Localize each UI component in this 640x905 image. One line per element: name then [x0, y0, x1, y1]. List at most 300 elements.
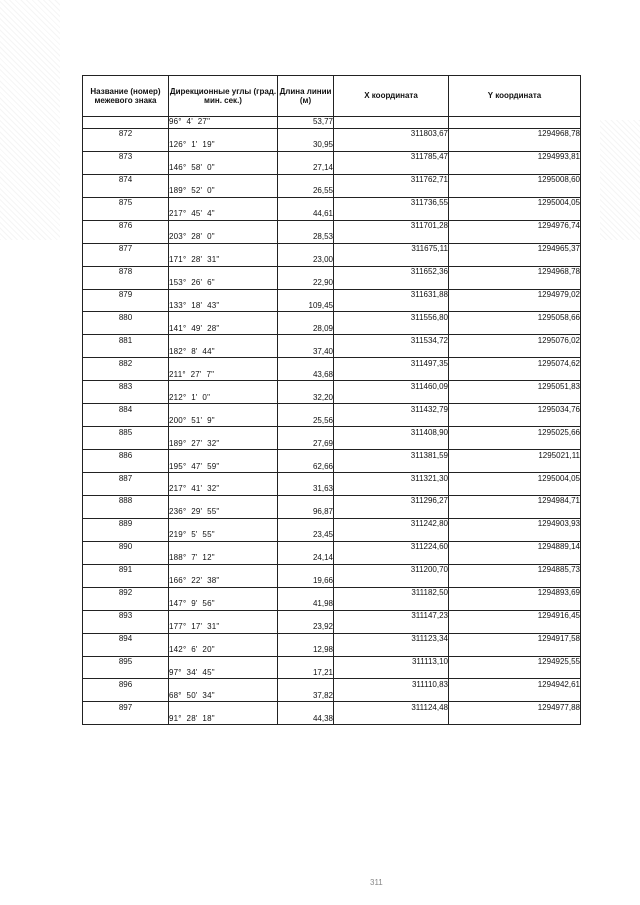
table-row-segment — [83, 369, 581, 380]
y-cell — [449, 415, 581, 426]
table-row-point — [83, 679, 581, 690]
table-body — [83, 117, 581, 725]
length-cell: 53,77 — [278, 117, 334, 129]
angle-cell — [169, 266, 278, 277]
name-cell: 886 — [83, 450, 169, 461]
x-cell — [334, 576, 449, 587]
table-row-point — [83, 633, 581, 644]
y-cell — [449, 622, 581, 633]
x-cell: 311460,09 — [334, 381, 449, 392]
table-row-segment — [83, 415, 581, 426]
scan-artifact — [600, 120, 640, 240]
x-cell — [334, 668, 449, 679]
y-cell — [449, 507, 581, 518]
length-cell — [278, 610, 334, 621]
table-row-point — [83, 174, 581, 185]
name-cell: 891 — [83, 564, 169, 575]
name-cell — [83, 369, 169, 380]
length-cell: 12,98 — [278, 645, 334, 656]
y-cell: 1294893,69 — [449, 587, 581, 598]
table-row-point — [83, 610, 581, 621]
x-cell — [334, 346, 449, 357]
y-cell: 1295008,60 — [449, 174, 581, 185]
y-cell: 1295076,02 — [449, 335, 581, 346]
angle-cell: 153° 26' 6" — [169, 278, 278, 289]
length-cell — [278, 335, 334, 346]
y-cell: 1295051,83 — [449, 381, 581, 392]
name-cell: 872 — [83, 128, 169, 139]
angle-cell — [169, 656, 278, 667]
x-cell — [334, 507, 449, 518]
name-cell: 897 — [83, 702, 169, 713]
angle-cell: 97° 34' 45" — [169, 668, 278, 679]
length-cell: 37,82 — [278, 690, 334, 701]
angle-cell — [169, 495, 278, 506]
x-cell: 311675,11 — [334, 243, 449, 254]
length-cell: 96,87 — [278, 507, 334, 518]
length-cell: 26,55 — [278, 186, 334, 197]
table-row-point — [83, 197, 581, 208]
table-row-segment — [83, 576, 581, 587]
angle-cell: 189° 27' 32" — [169, 438, 278, 449]
name-cell — [83, 117, 169, 129]
length-cell — [278, 702, 334, 713]
y-cell — [449, 690, 581, 701]
angle-cell — [169, 702, 278, 713]
x-cell: 311147,23 — [334, 610, 449, 621]
y-cell — [449, 232, 581, 243]
angle-cell — [169, 450, 278, 461]
name-cell: 890 — [83, 541, 169, 552]
x-cell: 311124,48 — [334, 702, 449, 713]
angle-cell — [169, 473, 278, 484]
length-cell — [278, 495, 334, 506]
name-cell — [83, 186, 169, 197]
y-cell: 1294993,81 — [449, 151, 581, 162]
x-cell: 311123,34 — [334, 633, 449, 644]
table-row-segment — [83, 438, 581, 449]
y-cell: 1294968,78 — [449, 266, 581, 277]
table-row-segment — [83, 645, 581, 656]
angle-cell: 141° 49' 28" — [169, 323, 278, 334]
table-row-point — [83, 289, 581, 300]
length-cell — [278, 564, 334, 575]
table-row-segment — [83, 117, 581, 129]
y-cell: 1295021,11 — [449, 450, 581, 461]
name-cell: 881 — [83, 335, 169, 346]
table-row-segment — [83, 186, 581, 197]
angle-cell: 188° 7' 12" — [169, 553, 278, 564]
length-cell: 32,20 — [278, 392, 334, 403]
x-cell: 311432,79 — [334, 404, 449, 415]
x-cell: 311381,59 — [334, 450, 449, 461]
name-cell: 878 — [83, 266, 169, 277]
length-cell: 17,21 — [278, 668, 334, 679]
table-row-segment — [83, 323, 581, 334]
length-cell: 27,69 — [278, 438, 334, 449]
table-row-point — [83, 404, 581, 415]
y-cell: 1294903,93 — [449, 518, 581, 529]
x-cell — [334, 301, 449, 312]
x-cell: 311321,30 — [334, 473, 449, 484]
angle-cell: 146° 58' 0" — [169, 163, 278, 174]
angle-cell — [169, 587, 278, 598]
angle-cell: 189° 52' 0" — [169, 186, 278, 197]
y-cell: 1294977,88 — [449, 702, 581, 713]
name-cell: 894 — [83, 633, 169, 644]
name-cell — [83, 301, 169, 312]
name-cell: 884 — [83, 404, 169, 415]
table-row-point — [83, 587, 581, 598]
name-cell: 875 — [83, 197, 169, 208]
angle-cell: 217° 45' 4" — [169, 209, 278, 220]
name-cell — [83, 645, 169, 656]
length-cell — [278, 220, 334, 231]
angle-cell — [169, 610, 278, 621]
name-cell — [83, 622, 169, 633]
x-cell — [334, 186, 449, 197]
y-cell: 1294984,71 — [449, 495, 581, 506]
table-row-segment — [83, 140, 581, 151]
table-row-segment — [83, 346, 581, 357]
table-row-point — [83, 427, 581, 438]
length-cell: 109,45 — [278, 301, 334, 312]
length-cell — [278, 197, 334, 208]
length-cell — [278, 381, 334, 392]
table-row-segment — [83, 461, 581, 472]
scan-artifact — [0, 0, 60, 240]
x-cell — [334, 415, 449, 426]
y-cell: 1295058,66 — [449, 312, 581, 323]
table-row-segment — [83, 392, 581, 403]
table-row-point — [83, 266, 581, 277]
name-cell: 885 — [83, 427, 169, 438]
table-row-point — [83, 473, 581, 484]
y-cell — [449, 530, 581, 541]
length-cell: 37,40 — [278, 346, 334, 357]
length-cell: 22,90 — [278, 278, 334, 289]
angle-cell: 177° 17' 31" — [169, 622, 278, 633]
y-cell — [449, 163, 581, 174]
name-cell: 895 — [83, 656, 169, 667]
y-cell: 1295004,05 — [449, 473, 581, 484]
length-cell — [278, 450, 334, 461]
name-cell — [83, 668, 169, 679]
y-cell: 1295034,76 — [449, 404, 581, 415]
angle-cell — [169, 197, 278, 208]
name-cell — [83, 415, 169, 426]
x-cell — [334, 484, 449, 495]
angle-cell — [169, 312, 278, 323]
length-cell — [278, 427, 334, 438]
y-cell: 1294942,61 — [449, 679, 581, 690]
name-cell: 877 — [83, 243, 169, 254]
y-cell — [449, 255, 581, 266]
angle-cell: 217° 41' 32" — [169, 484, 278, 495]
y-cell — [449, 140, 581, 151]
y-cell: 1294979,02 — [449, 289, 581, 300]
length-cell — [278, 473, 334, 484]
length-cell — [278, 656, 334, 667]
table-row-point — [83, 151, 581, 162]
x-cell: 311652,36 — [334, 266, 449, 277]
table-row-segment — [83, 163, 581, 174]
x-cell — [334, 278, 449, 289]
table-row-point — [83, 220, 581, 231]
name-cell — [83, 323, 169, 334]
length-cell — [278, 679, 334, 690]
y-cell — [449, 278, 581, 289]
length-cell: 27,14 — [278, 163, 334, 174]
name-cell: 874 — [83, 174, 169, 185]
length-cell — [278, 128, 334, 139]
length-cell: 30,95 — [278, 140, 334, 151]
name-cell — [83, 209, 169, 220]
angle-cell: 236° 29' 55" — [169, 507, 278, 518]
x-cell — [334, 369, 449, 380]
y-cell — [449, 713, 581, 724]
length-cell: 24,14 — [278, 553, 334, 564]
name-cell: 896 — [83, 679, 169, 690]
x-cell: 311736,55 — [334, 197, 449, 208]
table-row-segment — [83, 507, 581, 518]
name-cell — [83, 599, 169, 610]
x-cell: 311497,35 — [334, 358, 449, 369]
angle-cell: 219° 5' 55" — [169, 530, 278, 541]
name-cell — [83, 163, 169, 174]
length-cell: 62,66 — [278, 461, 334, 472]
table-row-point — [83, 518, 581, 529]
length-cell: 23,92 — [278, 622, 334, 633]
table-row-point — [83, 243, 581, 254]
angle-cell: 96° 4' 27" — [169, 117, 278, 129]
x-cell: 311113,10 — [334, 656, 449, 667]
name-cell: 883 — [83, 381, 169, 392]
x-cell — [334, 323, 449, 334]
name-cell — [83, 438, 169, 449]
table-row-segment — [83, 278, 581, 289]
header-name: Название (номер) межевого знака — [83, 76, 169, 117]
name-cell: 876 — [83, 220, 169, 231]
x-cell: 311556,80 — [334, 312, 449, 323]
y-cell — [449, 438, 581, 449]
table-row-segment — [83, 255, 581, 266]
y-cell: 1294976,74 — [449, 220, 581, 231]
y-cell: 1294889,14 — [449, 541, 581, 552]
y-cell — [449, 668, 581, 679]
x-cell — [334, 645, 449, 656]
name-cell: 887 — [83, 473, 169, 484]
table-row-point — [83, 495, 581, 506]
length-cell: 23,00 — [278, 255, 334, 266]
length-cell: 43,68 — [278, 369, 334, 380]
length-cell — [278, 404, 334, 415]
name-cell — [83, 713, 169, 724]
angle-cell — [169, 335, 278, 346]
table-row-segment — [83, 553, 581, 564]
table-row-segment — [83, 301, 581, 312]
angle-cell — [169, 381, 278, 392]
y-cell — [449, 553, 581, 564]
y-cell — [449, 117, 581, 129]
name-cell — [83, 232, 169, 243]
y-cell: 1295004,05 — [449, 197, 581, 208]
y-cell — [449, 645, 581, 656]
length-cell: 44,38 — [278, 713, 334, 724]
y-cell — [449, 346, 581, 357]
name-cell: 893 — [83, 610, 169, 621]
name-cell — [83, 346, 169, 357]
name-cell: 873 — [83, 151, 169, 162]
y-cell — [449, 301, 581, 312]
header-angle: Дирекционные углы (град. мин. сек.) — [169, 76, 278, 117]
table-row-point — [83, 656, 581, 667]
length-cell — [278, 633, 334, 644]
table-row-point — [83, 450, 581, 461]
y-cell — [449, 461, 581, 472]
angle-cell — [169, 633, 278, 644]
table-header-row — [83, 76, 581, 117]
table-row-segment — [83, 622, 581, 633]
name-cell — [83, 507, 169, 518]
angle-cell — [169, 220, 278, 231]
y-cell: 1294885,73 — [449, 564, 581, 575]
x-cell: 311182,50 — [334, 587, 449, 598]
length-cell: 19,66 — [278, 576, 334, 587]
boundary-coordinates-table — [82, 75, 581, 725]
x-cell — [334, 232, 449, 243]
angle-cell: 182° 8' 44" — [169, 346, 278, 357]
angle-cell: 142° 6' 20" — [169, 645, 278, 656]
angle-cell — [169, 427, 278, 438]
length-cell: 44,61 — [278, 209, 334, 220]
x-cell — [334, 461, 449, 472]
length-cell — [278, 151, 334, 162]
name-cell — [83, 690, 169, 701]
length-cell — [278, 358, 334, 369]
x-cell — [334, 530, 449, 541]
length-cell: 25,56 — [278, 415, 334, 426]
y-cell: 1295074,62 — [449, 358, 581, 369]
x-cell — [334, 622, 449, 633]
length-cell — [278, 289, 334, 300]
x-cell: 311408,90 — [334, 427, 449, 438]
length-cell — [278, 243, 334, 254]
name-cell — [83, 278, 169, 289]
y-cell: 1295025,66 — [449, 427, 581, 438]
angle-cell — [169, 564, 278, 575]
name-cell — [83, 484, 169, 495]
y-cell: 1294965,37 — [449, 243, 581, 254]
table-row-point — [83, 335, 581, 346]
name-cell: 888 — [83, 495, 169, 506]
name-cell: 882 — [83, 358, 169, 369]
x-cell — [334, 553, 449, 564]
angle-cell — [169, 404, 278, 415]
angle-cell: 68° 50' 34" — [169, 690, 278, 701]
table-row-segment — [83, 209, 581, 220]
angle-cell: 211° 27' 7" — [169, 369, 278, 380]
table-row-point — [83, 128, 581, 139]
x-cell: 311242,80 — [334, 518, 449, 529]
name-cell — [83, 553, 169, 564]
angle-cell — [169, 289, 278, 300]
table-row-segment — [83, 599, 581, 610]
x-cell: 311631,88 — [334, 289, 449, 300]
x-cell: 311296,27 — [334, 495, 449, 506]
angle-cell — [169, 679, 278, 690]
name-cell — [83, 255, 169, 266]
table-row-point — [83, 564, 581, 575]
y-cell: 1294916,45 — [449, 610, 581, 621]
x-cell: 311534,72 — [334, 335, 449, 346]
y-cell — [449, 369, 581, 380]
name-cell — [83, 576, 169, 587]
name-cell — [83, 140, 169, 151]
x-cell — [334, 599, 449, 610]
y-cell — [449, 392, 581, 403]
header-y: Y координата — [449, 76, 581, 117]
header-x: X координата — [334, 76, 449, 117]
length-cell — [278, 174, 334, 185]
angle-cell: 195° 47' 59" — [169, 461, 278, 472]
table-row-point — [83, 702, 581, 713]
x-cell: 311785,47 — [334, 151, 449, 162]
length-cell: 23,45 — [278, 530, 334, 541]
name-cell: 880 — [83, 312, 169, 323]
length-cell: 31,63 — [278, 484, 334, 495]
angle-cell: 147° 9' 56" — [169, 599, 278, 610]
x-cell — [334, 392, 449, 403]
table-row-segment — [83, 713, 581, 724]
y-cell — [449, 323, 581, 334]
y-cell — [449, 576, 581, 587]
table-row-point — [83, 312, 581, 323]
table-row-segment — [83, 668, 581, 679]
angle-cell: 133° 18' 43" — [169, 301, 278, 312]
name-cell — [83, 461, 169, 472]
x-cell — [334, 117, 449, 129]
length-cell — [278, 518, 334, 529]
angle-cell — [169, 358, 278, 369]
angle-cell: 212° 1' 0" — [169, 392, 278, 403]
length-cell: 28,53 — [278, 232, 334, 243]
x-cell — [334, 209, 449, 220]
name-cell: 879 — [83, 289, 169, 300]
x-cell: 311200,70 — [334, 564, 449, 575]
angle-cell — [169, 243, 278, 254]
length-cell: 28,09 — [278, 323, 334, 334]
y-cell — [449, 209, 581, 220]
x-cell — [334, 140, 449, 151]
length-cell — [278, 266, 334, 277]
x-cell — [334, 255, 449, 266]
angle-cell — [169, 151, 278, 162]
y-cell: 1294917,58 — [449, 633, 581, 644]
angle-cell — [169, 518, 278, 529]
angle-cell: 166° 22' 38" — [169, 576, 278, 587]
table-row-segment — [83, 484, 581, 495]
x-cell: 311110,83 — [334, 679, 449, 690]
table-row-point — [83, 381, 581, 392]
x-cell: 311701,28 — [334, 220, 449, 231]
length-cell: 41,98 — [278, 599, 334, 610]
angle-cell — [169, 541, 278, 552]
x-cell: 311224,60 — [334, 541, 449, 552]
angle-cell: 200° 51' 9" — [169, 415, 278, 426]
x-cell — [334, 438, 449, 449]
length-cell — [278, 587, 334, 598]
